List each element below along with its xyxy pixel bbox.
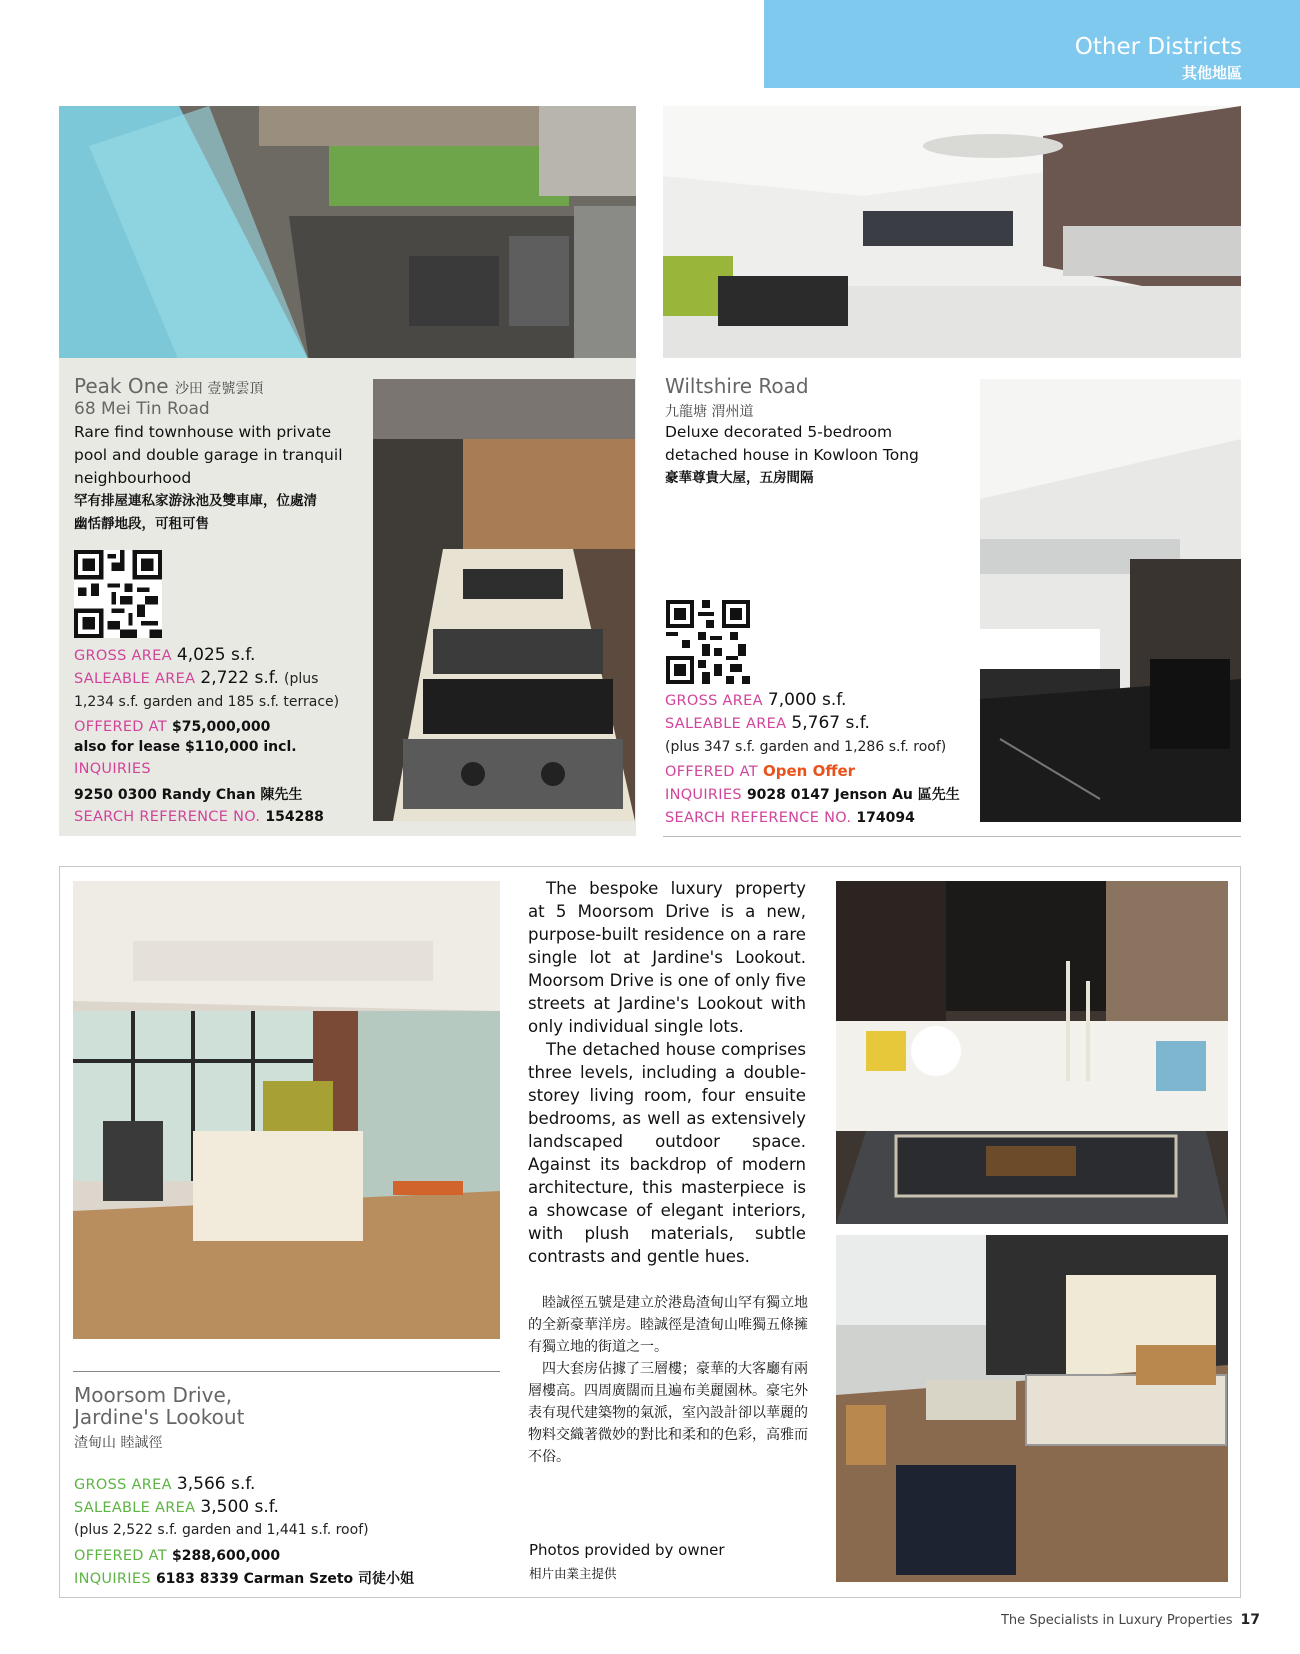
inquiries-label: INQUIRIES bbox=[74, 1571, 151, 1587]
body-paragraph-zh: 睦誠徑五號是建立於港島渣甸山罕有獨立地的全新豪華洋房。睦誠徑是渣甸山唯獨五條擁有獨立地的街道之一。 bbox=[528, 1295, 808, 1355]
qr-code-icon[interactable] bbox=[666, 600, 750, 684]
saleable-area-value: 5,767 s.f. bbox=[791, 713, 870, 733]
photo-wiltshire-kitchen bbox=[980, 379, 1241, 822]
area-extra-line: (plus 2,522 s.f. garden and 1,441 s.f. roof) bbox=[74, 1522, 369, 1538]
page-number: 17 bbox=[1240, 1612, 1260, 1628]
body-paragraph: The detached house comprises three levels, including a double-storey living room, four ensuite bedrooms, as well as extensively landscaped outdoor space. Against its backdrop of modern architecture, this masterpiece is a showcase of elegant interiors, with plush materials, subtle contrasts and gentle hues. bbox=[528, 1040, 806, 1266]
qr-code-icon[interactable] bbox=[74, 550, 162, 638]
lease-line: also for lease $110,000 incl. bbox=[74, 739, 297, 755]
gross-area-value: 3,566 s.f. bbox=[176, 1474, 256, 1494]
photo-credit-zh: 相片由業主提供 bbox=[529, 1566, 617, 1581]
offered-value: $288,600,000 bbox=[172, 1548, 281, 1564]
photo-moorsom-living bbox=[73, 881, 500, 1339]
gross-area-value: 4,025 s.f. bbox=[176, 645, 256, 665]
section-title-zh: 其他地區 bbox=[1181, 64, 1242, 82]
search-ref-value: 174094 bbox=[856, 810, 915, 826]
listing-body-en bbox=[528, 877, 806, 1268]
saleable-area-label: SALEABLE AREA bbox=[665, 716, 787, 732]
photo-moorsom-terrace bbox=[836, 1235, 1228, 1582]
photo-moorsom-lounge bbox=[836, 881, 1228, 1224]
body-paragraph-zh: 四大套房佔據了三層樓；豪華的大客廳有兩層樓高。四周廣闊而且遍布美麗園林。豪宅外表有現代建築物的氣派，室內設計卻以華麗的物料交織著微妙的對比和柔和的色彩，高雅而不俗。 bbox=[528, 1361, 808, 1465]
inquiries-value[interactable]: 9250 0300 Randy Chan 陳先生 bbox=[74, 787, 303, 803]
photo-wiltshire-living bbox=[663, 106, 1241, 361]
section-header bbox=[764, 0, 1300, 88]
search-ref-value: 154288 bbox=[265, 809, 324, 825]
gross-area-label: GROSS AREA bbox=[74, 1477, 172, 1493]
offered-value: $75,000,000 bbox=[172, 719, 271, 735]
listing-address: 68 Mei Tin Road bbox=[74, 399, 210, 419]
listing-name: Peak One bbox=[74, 374, 169, 398]
offered-label: OFFERED AT bbox=[665, 764, 758, 780]
listing-desc-line: pool and double garage in tranquil bbox=[74, 446, 343, 464]
saleable-area-extra: (plus bbox=[284, 671, 319, 687]
listing-name-zh: 沙田 壹號雲頂 bbox=[174, 381, 264, 397]
gross-area-label: GROSS AREA bbox=[74, 648, 172, 664]
saleable-area-value: 3,500 s.f. bbox=[200, 1497, 279, 1517]
page-footer bbox=[1001, 1612, 1260, 1628]
inquiries-label: INQUIRIES bbox=[74, 761, 151, 777]
footer-tagline: The Specialists in Luxury Properties bbox=[1000, 1613, 1233, 1628]
area-extra-line: (plus 347 s.f. garden and 1,286 s.f. roof) bbox=[665, 739, 947, 755]
listing-name-zh: 渣甸山 睦誠徑 bbox=[74, 1435, 163, 1451]
search-ref-label: SEARCH REFERENCE NO. bbox=[74, 809, 261, 825]
inquiries-value[interactable]: 6183 8339 Carman Szeto 司徒小姐 bbox=[155, 1571, 415, 1587]
body-paragraph: The bespoke luxury property at 5 Moorsom Drive is a new, purpose-built residence on a rare single lot at Jardine's Lookout. Moorsom Drive is one of only five streets at Jardine's Lookout with only individual single lots. bbox=[528, 879, 807, 1036]
listing-name-line2: Jardine's Lookout bbox=[74, 1405, 245, 1429]
listing-desc-line: Rare find townhouse with private bbox=[74, 423, 332, 441]
area-extra-line: 1,234 s.f. garden and 185 s.f. terrace) bbox=[74, 694, 340, 710]
saleable-area-label: SALEABLE AREA bbox=[74, 671, 196, 687]
offered-label: OFFERED AT bbox=[74, 1548, 167, 1564]
listing-name: Wiltshire Road bbox=[665, 374, 809, 398]
listing-body-zh bbox=[528, 1292, 810, 1468]
listing-desc-zh-line: 罕有排屋連私家游泳池及雙車庫，位處清 bbox=[74, 493, 317, 509]
listing-desc-zh: 豪華尊貴大屋，五房間隔 bbox=[665, 470, 814, 486]
gross-area-label: GROSS AREA bbox=[665, 693, 763, 709]
offered-label: OFFERED AT bbox=[74, 719, 167, 735]
photo-peak-one-kitchen bbox=[373, 379, 635, 821]
listing-name: Moorsom Drive, bbox=[74, 1383, 233, 1407]
listing-desc-line: Deluxe decorated 5-bedroom bbox=[665, 423, 893, 441]
listing-desc-zh-line: 幽恬靜地段，可租可售 bbox=[74, 516, 209, 532]
photo-peak-one-pool bbox=[59, 106, 636, 361]
listing-name-zh: 九龍塘 渭州道 bbox=[665, 404, 754, 420]
photo-credit: Photos provided by owner bbox=[529, 1541, 725, 1559]
inquiries-label: INQUIRIES bbox=[665, 787, 742, 803]
section-title: Other Districts bbox=[1074, 34, 1242, 60]
offered-value: Open Offer bbox=[763, 762, 856, 780]
saleable-area-value: 2,722 s.f. bbox=[200, 668, 279, 688]
listing-desc-line: detached house in Kowloon Tong bbox=[665, 446, 919, 464]
listing-desc-line: neighbourhood bbox=[74, 469, 192, 487]
inquiries-value[interactable]: 9028 0147 Jenson Au 區先生 bbox=[746, 787, 960, 803]
gross-area-value: 7,000 s.f. bbox=[767, 690, 847, 710]
divider bbox=[73, 1371, 500, 1372]
search-ref-label: SEARCH REFERENCE NO. bbox=[665, 810, 852, 826]
saleable-area-label: SALEABLE AREA bbox=[74, 1500, 196, 1516]
